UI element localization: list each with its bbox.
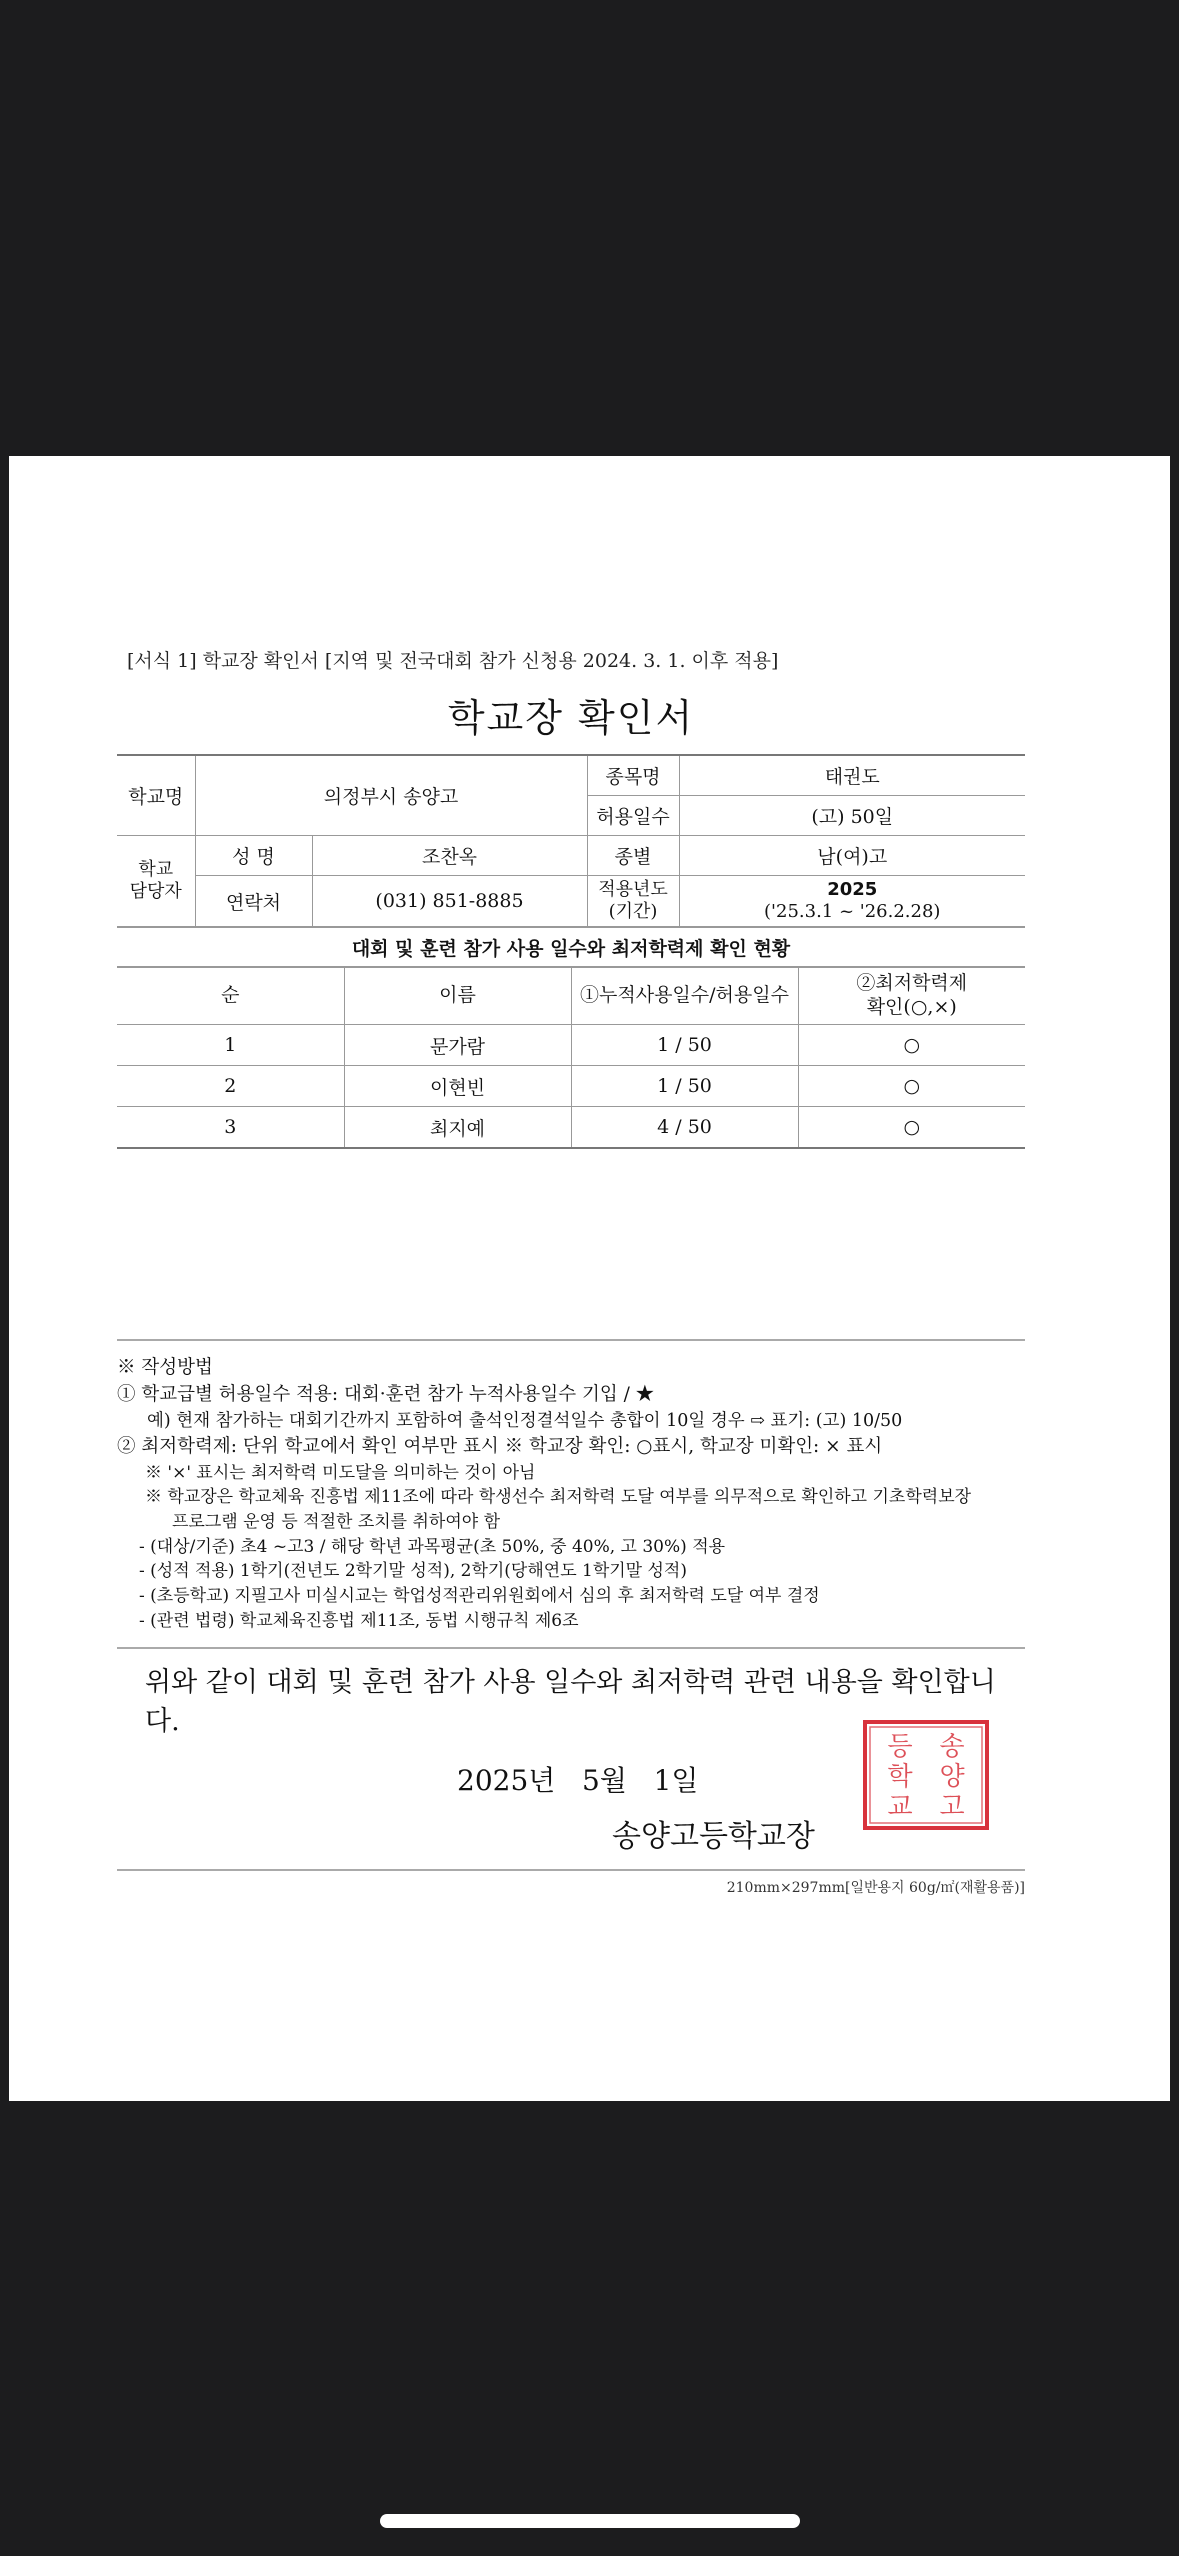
issue-date: 2025년 5월 1일	[457, 1764, 699, 1798]
svg-text:교: 교	[887, 1792, 913, 1823]
name-value: 조찬옥	[312, 836, 587, 876]
header-days: ①누적사용일수/허용일수	[571, 968, 798, 1025]
table-row	[117, 1025, 1025, 1066]
year-label-line2: (기간)	[608, 901, 658, 922]
confirmation-statement: 위와 같이 대회 및 훈련 참가 사용 일수와 최저학력 관련 내용을 확인합니다.	[145, 1667, 996, 1738]
note-line: - (대상/기준) 초4 ~고3 / 해당 학년 과목평균(초 50%, 중 40%, 고 30%) 적용	[139, 1536, 726, 1557]
sport-value: 태권도	[679, 755, 1025, 796]
school-label: 학교명	[117, 755, 195, 836]
section-heading: 대회 및 훈련 참가 사용 일수와 최저학력제 확인 현황	[117, 928, 1025, 967]
allowed-days-value: (고) 50일	[679, 796, 1025, 836]
document-page	[9, 456, 1170, 2101]
svg-text:등: 등	[887, 1732, 913, 1763]
paper-spec-footer: 210mm×297mm[일반용지 60g/㎡(재활용품)]	[117, 1869, 1025, 1897]
school-value: 의정부시 송양고	[195, 755, 587, 836]
form-caption: [서식 1] 학교장 확인서 [지역 및 전국대회 참가 신청용 2024. 3. 1. 이후 적용]	[127, 650, 779, 672]
note-line: - (초등학교) 지필고사 미실시교는 학업성적관리위원회에서 심의 후 최저학력 도달 여부 결정	[139, 1586, 820, 1607]
row-name: 최지예	[344, 1107, 571, 1149]
row-check: ○	[798, 1025, 1025, 1066]
row-name: 문가람	[344, 1025, 571, 1066]
header-order: 순	[117, 968, 344, 1025]
note-line: - (성적 적용) 1학기(전년도 2학기말 성적), 2학기(당해연도 1학기말 성적)	[139, 1561, 687, 1582]
svg-text:송: 송	[939, 1732, 965, 1763]
year-cell	[679, 876, 1025, 927]
header-name: 이름	[344, 968, 571, 1025]
header-check-line1: ②최저학력제	[856, 972, 968, 995]
name-label: 성 명	[195, 836, 312, 876]
header-check	[798, 968, 1025, 1025]
row-name: 이현빈	[344, 1066, 571, 1107]
row-days: 1 / 50	[571, 1066, 798, 1107]
table-row	[117, 1066, 1025, 1107]
note-line: ※ 학교장은 학교체육 진흥법 제11조에 따라 학생선수 최저학력 도달 여부를 의무적으로 확인하고 기초학력보장	[145, 1487, 972, 1508]
note-line: ① 학교급별 허용일수 적용: 대회·훈련 참가 누적사용일수 기입 / ★	[117, 1383, 655, 1405]
contact-value: (031) 851-8885	[312, 876, 587, 927]
row-order: 2	[117, 1066, 344, 1107]
period-value: ('25.3.1 ~ '26.2.28)	[764, 901, 941, 922]
allowed-days-label: 허용일수	[587, 796, 679, 836]
note-line: 예) 현재 참가하는 대회기간까지 포함하여 출석인정결석일수 총합이 10일 경우 ⇨ 표기: (고) 10/50	[147, 1410, 903, 1431]
year-value: 2025	[827, 878, 878, 900]
header-check-line2: 확인(○,×)	[866, 996, 957, 1018]
manager-label	[117, 836, 195, 927]
svg-text:고: 고	[939, 1792, 965, 1823]
row-check: ○	[798, 1107, 1025, 1149]
note-line: ※ '×' 표시는 최저학력 미도달을 의미하는 것이 아님	[145, 1462, 536, 1483]
notes-heading: ※ 작성방법	[117, 1357, 213, 1378]
year-label	[587, 876, 679, 927]
table-row	[117, 1107, 1025, 1149]
manager-label-line2: 담당자	[129, 881, 182, 902]
row-order: 3	[117, 1107, 344, 1149]
year-label-line1: 적용년도	[598, 878, 668, 900]
svg-text:양: 양	[939, 1762, 965, 1793]
confirmation-section	[117, 1647, 1025, 1863]
document-body	[117, 646, 1025, 1897]
signer-name: 송양고등학교장	[612, 1819, 815, 1855]
svg-text:학: 학	[887, 1762, 913, 1793]
note-line: 프로그램 운영 등 적절한 조치를 취하여야 함	[172, 1512, 501, 1533]
writing-instructions	[117, 1339, 1025, 1633]
official-seal-stamp	[862, 1719, 990, 1831]
sport-label: 종목명	[587, 755, 679, 796]
row-order: 1	[117, 1025, 344, 1066]
home-indicator[interactable]	[380, 2514, 800, 2528]
row-check: ○	[798, 1066, 1025, 1107]
note-line: ② 최저학력제: 단위 학교에서 확인 여부만 표시 ※ 학교장 확인: ○표시, 학교장 미확인: × 표시	[117, 1436, 883, 1457]
contact-label: 연락처	[195, 876, 312, 927]
manager-label-line1: 학교	[138, 858, 174, 880]
gender-label: 종별	[587, 836, 679, 876]
row-days: 4 / 50	[571, 1107, 798, 1149]
gender-value: 남(여)고	[679, 836, 1025, 876]
table-header-row	[117, 968, 1025, 1025]
note-line: - (관련 법령) 학교체육진흥법 제11조, 동법 시행규칙 제6조	[139, 1610, 579, 1631]
row-days: 1 / 50	[571, 1025, 798, 1066]
info-table	[117, 754, 1025, 927]
section-heading-table	[117, 927, 1025, 967]
document-title: 학교장 확인서	[447, 696, 695, 740]
athlete-table	[117, 967, 1025, 1149]
